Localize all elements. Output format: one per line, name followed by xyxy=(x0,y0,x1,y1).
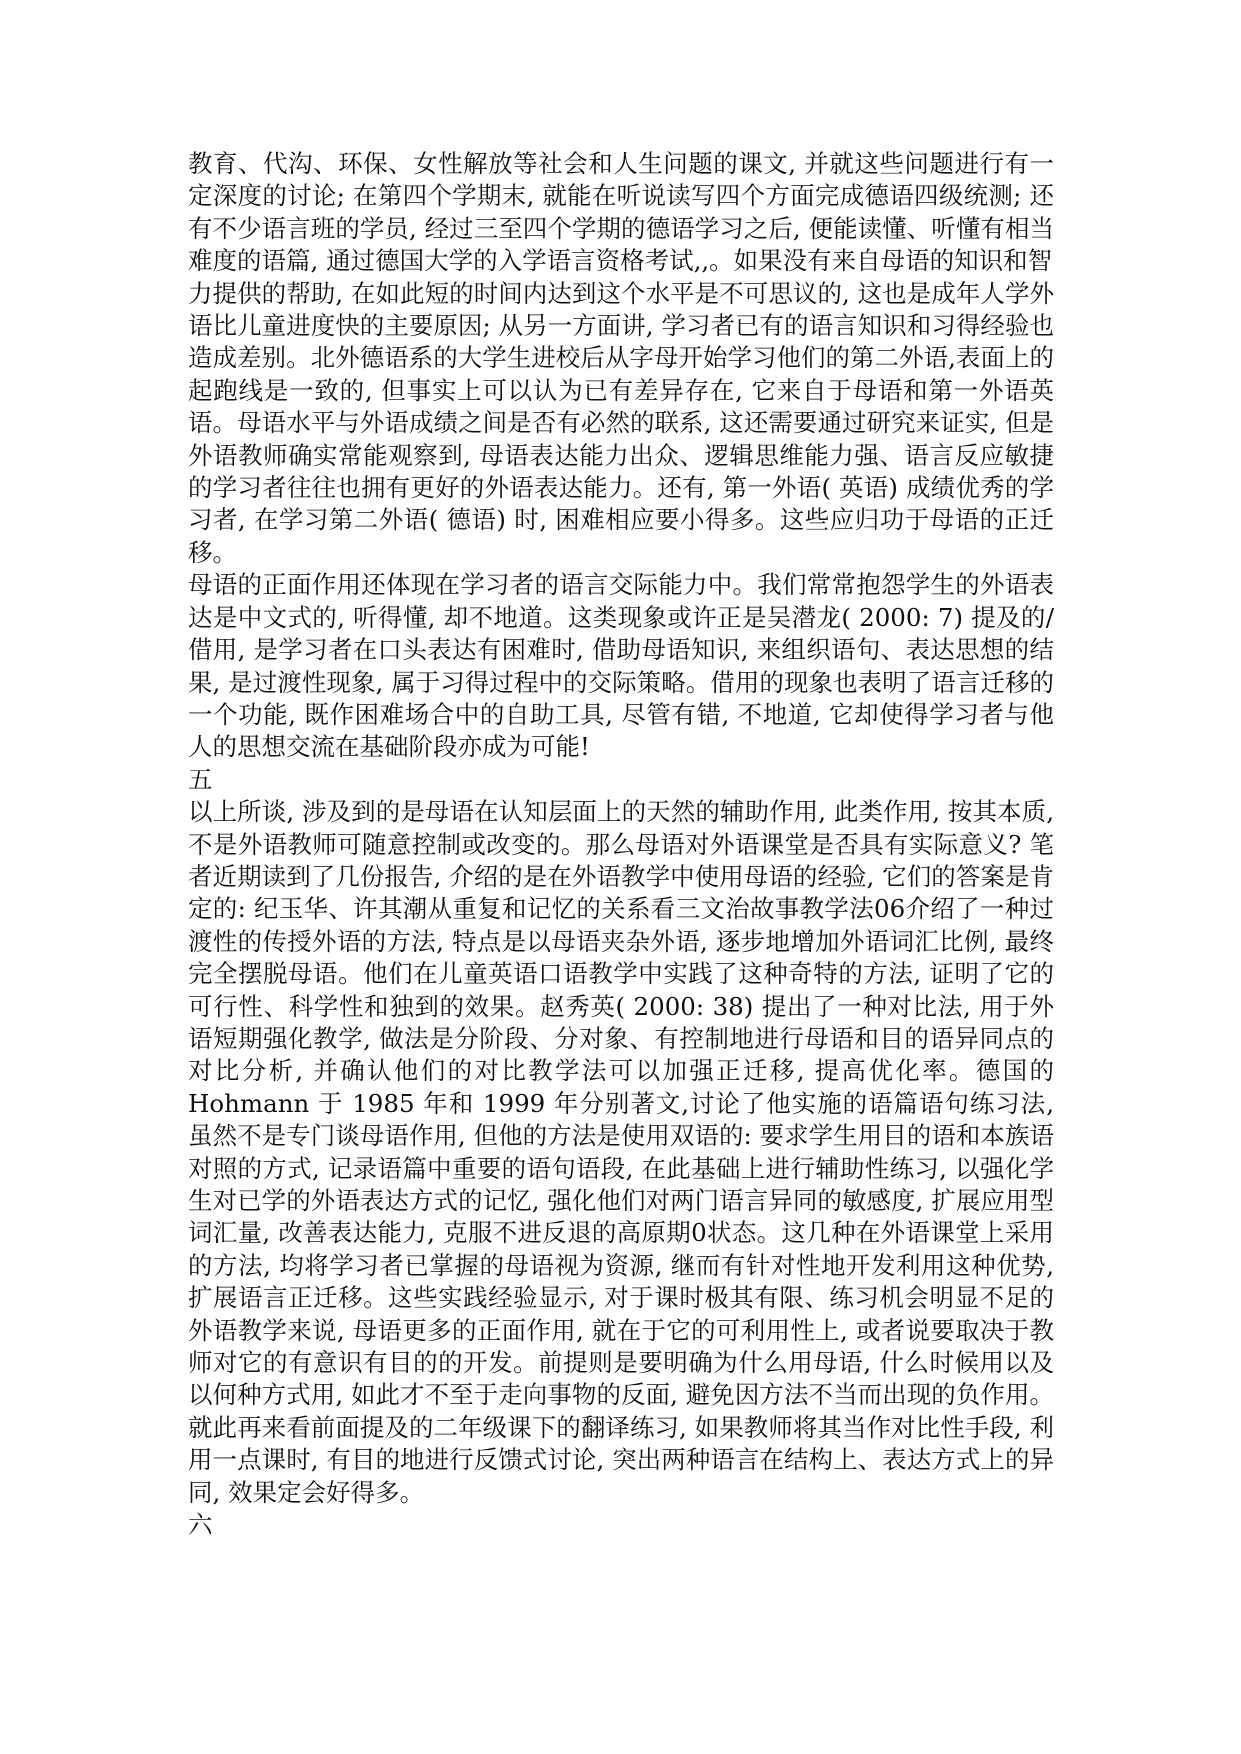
paragraph-1: 教育、代沟、环保、女性解放等社会和人生问题的课文, 并就这些问题进行有一定深度的讨论; 在第四个学期末, 就能在听说读写四个方面完成德语四级统测; 还有不少语言班的学员, 经过三至四个学期的德语学习之后, 便能读懂、听懂有相当难度的语篇, 通过德国大学的入学语言资格考试,,。如果没有来自母语的知识和智 xyxy=(188,149,1054,276)
paragraph-2: 力提供的帮助, 在如此短的时间内达到这个水平是不可思议的, 这也是成年人学外语比儿童进度快的主要原因; 从另一方面讲, 学习者已有的语言知识和习得经验也造成差别。北外德语系的大学生进校后从字母开始学习他们的第二外语,表面上的起跑线是一致的, 但事实上可以认为已有差异存在, 它来自于母语和第一外语英语。母语水平与外语成绩之间是否有必然的联系, 这还需要通过研究来证实, 但是外语教师确实常能观察到, 母语表达能力出众、逻辑思维能力强、语言反应敏捷的学习者往往也拥有更好的外语表达能力。还有, 第一外语( 英语) 成绩优秀的学习者, 在学习第二外语( 德语) 时, 困难相应要小得多。这些应归功于母语的正迁移。 xyxy=(188,278,1054,567)
document-page xyxy=(188,148,1054,1541)
section-heading-5: 五 xyxy=(188,764,213,794)
paragraph-3: 母语的正面作用还体现在学习者的语言交际能力中。我们常常抱怨学生的外语表达是中文式的, 听得懂, 却不地道。这类现象或许正是吴潜龙( 2000: 7) 提及的/借用, 是学习者在口头表达有困难时, 借助母语知识, 来组织语句、表达思想的结果, 是过渡性现象, 属于习得过程中的交际策略。借用的现象也表明了语言迁移的一个功能, 既作困难场合中的自助工具, 尽管有错, 不地道, 它却使得学习者与他人的思想交流在基础阶段亦成为可能! xyxy=(188,570,1054,762)
section-5-paragraph: 以上所谈, 涉及到的是母语在认知层面上的天然的辅助作用, 此类作用, 按其本质, 不是外语教师可随意控制或改变的。那么母语对外语课堂是否具有实际意义? 笔者近期读到了几份报告, 介绍的是在外语教学中使用母语的经验, 它们的答案是肯定的: 纪玉华、许其潮从重复和记忆的关系看三文治故事教学法06介绍了一种过渡性的传授外语的方法, 特点是以母语夹杂外语, 逐步地增加外语词汇比例, 最终完全摆脱母语。他们在儿童英语口语教学中实践了这种奇特的方法, 证明了它的可行性、科学性和独到的效果。赵秀英( 2000: 38) 提出了一种对比法, 用于外语短期强化教学, 做法是分阶段、分对象、有控制地进行母语和目的语异同点的对比分析, 并确认他们的对比教学法可以加强正迁移, 提高优化率。德国的 Hohmann 于 1985 年和 1999 年分别著文,讨论了他实施的语篇语句练习法, 虽然不是专门谈母语作用, 但他的方法是使用双语的: 要求学生用目的语和本族语对照的方式, 记录语篇中重要的语句语段, 在此基础上进行辅助性练习, 以强化学生对已学的外语表达方式的记忆, 强化他们对两门语言异同的敏感度, 扩展应用型词汇量, 改善表达能力, 克服不进反退的高原期0状态。这几种在外语课堂上采用的方法, 均将学习者已掌握的母语视为资源, 继而有针对性地开发利用这种优势, 扩展语言正迁移。这些实践经验显示, 对于课时极其有限、练习机会明显不足的外语教学来说, 母语更多的正面作用, 就在于它的可利用性上, 或者说要取决于教师对它的有意识有目的的开发。前提则是要明确为什么用母语, 什么时候用以及以何种方式用, 如此才不至于走向事物的反面, 避免因方法不当而出现的负作用。就此再来看前面提及的二年级课下的翻译练习, 如果教师将其当作对比性手段, 利用一点课时, 有目的地进行反馈式讨论, 突出两种语言在结构上、表达方式上的异同, 效果定会好得多。 xyxy=(188,797,1054,1507)
section-heading-6: 六 xyxy=(188,1510,213,1540)
